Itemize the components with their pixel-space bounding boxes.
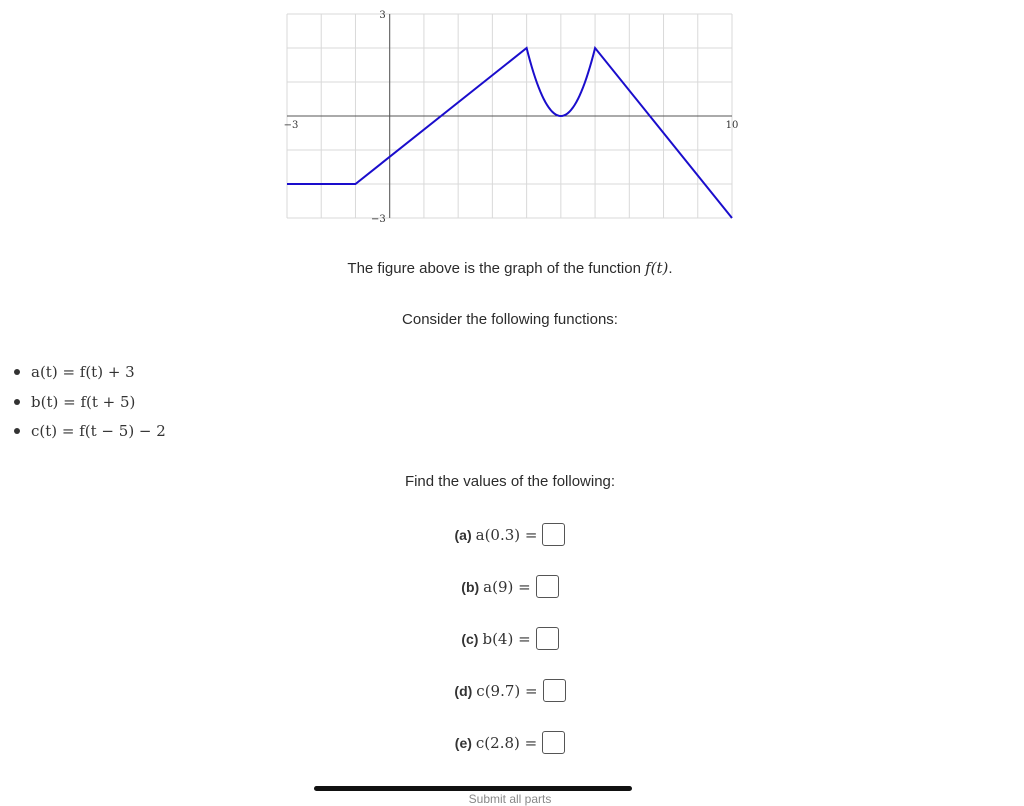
question-label: (b) <box>461 579 480 595</box>
function-list <box>12 360 166 449</box>
answer-input-b[interactable] <box>536 575 559 598</box>
function-graph <box>276 4 746 224</box>
question-e <box>0 729 1020 758</box>
caption-function: f(t) <box>645 259 669 277</box>
consider-text: Consider the following functions: <box>402 311 618 328</box>
answer-input-e[interactable] <box>542 731 565 754</box>
question-expression: c(2.8) = <box>475 734 538 752</box>
find-text: Find the values of the following: <box>404 473 616 490</box>
graph-axes <box>287 14 732 218</box>
question-expression: a(9) = <box>483 578 531 596</box>
function-item-c: c(t) = f(t − 5) − 2 <box>12 419 166 449</box>
caption-prefix: The figure above is the graph of the function <box>347 260 646 277</box>
bullet-icon <box>14 369 20 375</box>
x-min-label: −3 <box>283 120 299 131</box>
question-label: (d) <box>454 683 473 699</box>
scroll-indicator[interactable] <box>314 786 632 791</box>
question-expression: a(0.3) = <box>475 526 538 544</box>
question-expression: c(9.7) = <box>476 682 538 700</box>
graph-caption <box>0 259 1020 277</box>
y-min-label: −3 <box>370 214 386 225</box>
question-d <box>0 677 1020 706</box>
answer-input-a[interactable] <box>542 523 565 546</box>
question-b <box>0 573 1020 602</box>
question-c <box>0 625 1020 654</box>
function-curve <box>287 48 732 218</box>
bullet-icon <box>14 428 20 434</box>
function-item-b: b(t) = f(t + 5) <box>12 390 166 420</box>
x-max-label: 10 <box>725 120 739 131</box>
caption-suffix: . <box>668 260 673 277</box>
answer-input-d[interactable] <box>543 679 566 702</box>
footer-hint: Submit all parts <box>468 792 552 806</box>
bullet-icon <box>14 399 20 405</box>
question-label: (c) <box>461 631 479 647</box>
function-item-a: a(t) = f(t) + 3 <box>12 360 166 390</box>
question-a <box>0 521 1020 550</box>
question-expression: b(4) = <box>482 630 531 648</box>
y-max-label: 3 <box>379 10 386 21</box>
question-label: (e) <box>454 735 472 751</box>
answer-input-c[interactable] <box>536 627 559 650</box>
question-label: (a) <box>454 527 472 543</box>
